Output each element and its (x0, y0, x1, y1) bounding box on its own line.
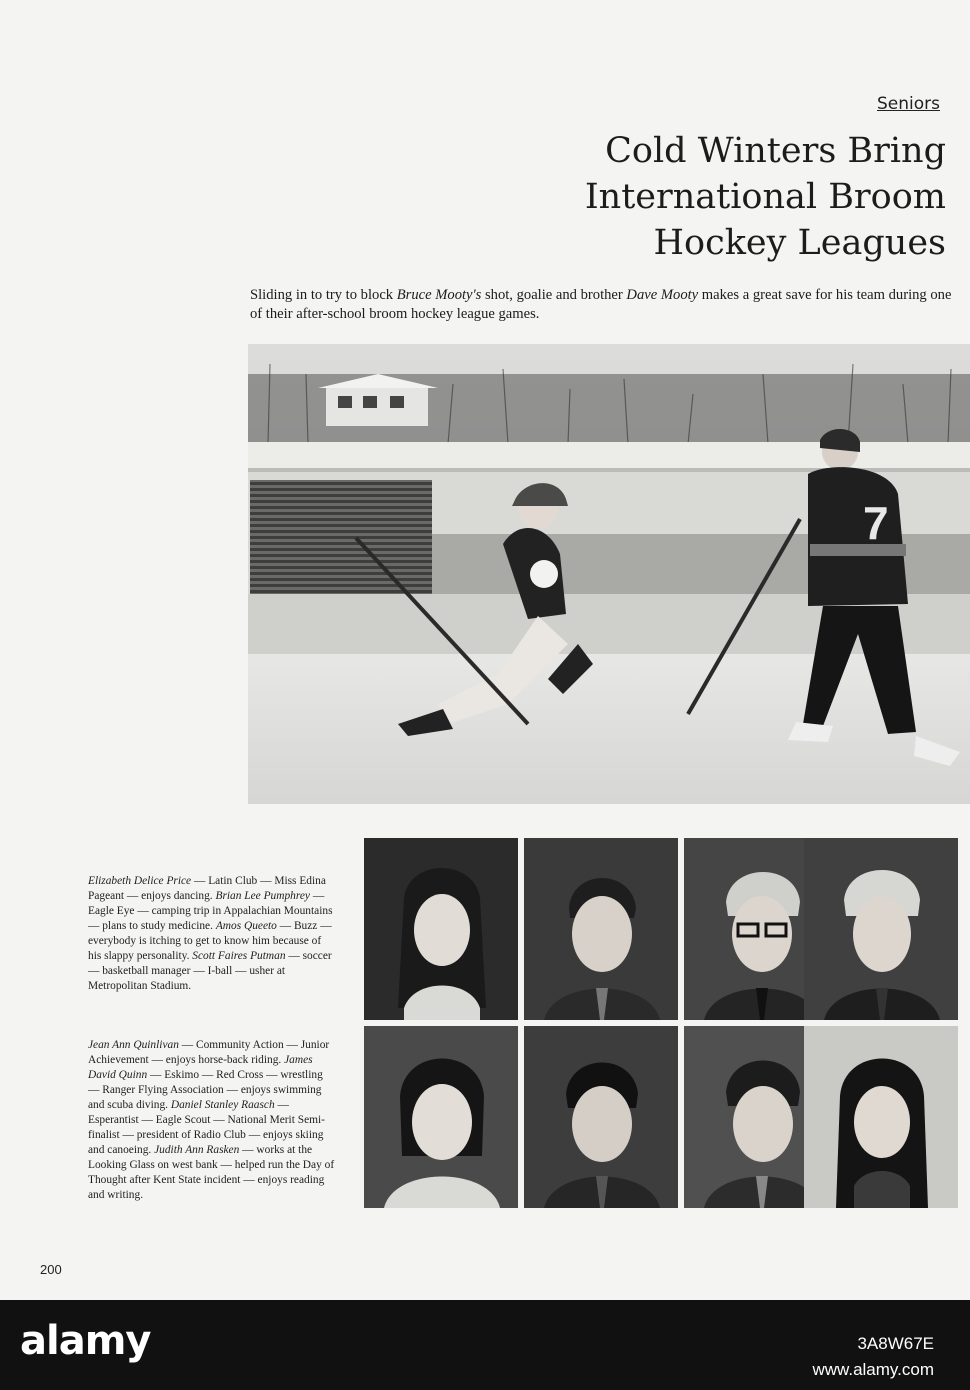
bio-name: Amos Queeto (215, 920, 277, 932)
headline-line-2: International Broom (584, 177, 946, 217)
headline-line-1: Cold Winters Bring (605, 131, 946, 171)
caption-name: Dave Mooty (626, 287, 699, 303)
caption-text: makes a great save for his team during one of their after-school broom hockey league games. (250, 287, 952, 322)
photo-caption (250, 286, 958, 324)
portrait-photo (804, 1026, 958, 1208)
site-url: www.alamy.com (812, 1360, 934, 1379)
broom-hockey-illustration (248, 344, 970, 804)
bio-name: Brian Lee Pumphrey (215, 890, 310, 902)
portrait-girl-long-hair (804, 1026, 958, 1208)
bio-text: — Eagle Eye — camping trip in Appalachian Mountains — plans to study medicine. (88, 890, 333, 932)
bio-text: — Esperantist — Eagle Scout — National Merit Semi-finalist — president of Radio Club — enjoys skiing and canoeing. (88, 1099, 325, 1156)
portrait-photo (524, 838, 678, 1020)
bio-name: Scott Faires Putman (192, 950, 286, 962)
senior-portraits (364, 838, 958, 1212)
section-label: Seniors (877, 94, 940, 114)
headline (426, 128, 946, 266)
bio-name: Daniel Stanley Raasch (170, 1099, 275, 1111)
jersey-number: 7 (863, 497, 889, 549)
bio-name: Elizabeth Delice Price (88, 875, 192, 887)
bio-block-2 (88, 1038, 336, 1203)
stock-watermark-bar (0, 1300, 970, 1390)
portrait-girl-bob (364, 1026, 518, 1208)
caption-text: shot, goalie and brother (481, 287, 627, 303)
caption-text: Sliding in to try to block (250, 287, 397, 303)
bio-text: — Community Action — Junior Achievement — enjoys horse-back riding. (88, 1039, 330, 1066)
bio-block-1 (88, 874, 336, 994)
portrait-boy (524, 838, 678, 1020)
portrait-photo (804, 838, 958, 1020)
bio-text: — soccer — basketball manager — I-ball — usher at Metropolitan Stadium. (88, 950, 332, 992)
portrait-boy-blond (804, 838, 958, 1020)
bio-text: — Latin Club — Miss Edina Pageant — enjoys dancing. (88, 875, 326, 902)
page-number: 200 (40, 1262, 62, 1277)
bio-text: — Buzz — everybody is itching to get to know him because of his slappy personality. (88, 920, 332, 962)
portrait-boy (524, 1026, 678, 1208)
alamy-logo: alamy (20, 1318, 151, 1364)
portrait-photo (364, 838, 518, 1020)
bio-name: Jean Ann Quinlivan (88, 1039, 179, 1051)
bio-name: James David Quinn (88, 1054, 313, 1081)
bio-text: — Eskimo — Red Cross — wrestling — Ranger Flying Association — enjoys swimming and scuba diving. (88, 1069, 323, 1111)
bio-text: — works at the Looking Glass on west bank — helped run the Day of Thought after Kent State incident — enjoys reading and writing. (88, 1144, 335, 1201)
headline-line-3: Hockey Leagues (653, 223, 946, 263)
portrait-photo (364, 1026, 518, 1208)
portrait-girl-long-hair (364, 838, 518, 1020)
portrait-photo (524, 1026, 678, 1208)
image-id: 3A8W67E (857, 1334, 934, 1353)
bio-name: Judith Ann Rasken (154, 1144, 240, 1156)
caption-name: Bruce Mooty's (396, 287, 482, 303)
broom-hockey-photo (248, 344, 970, 804)
